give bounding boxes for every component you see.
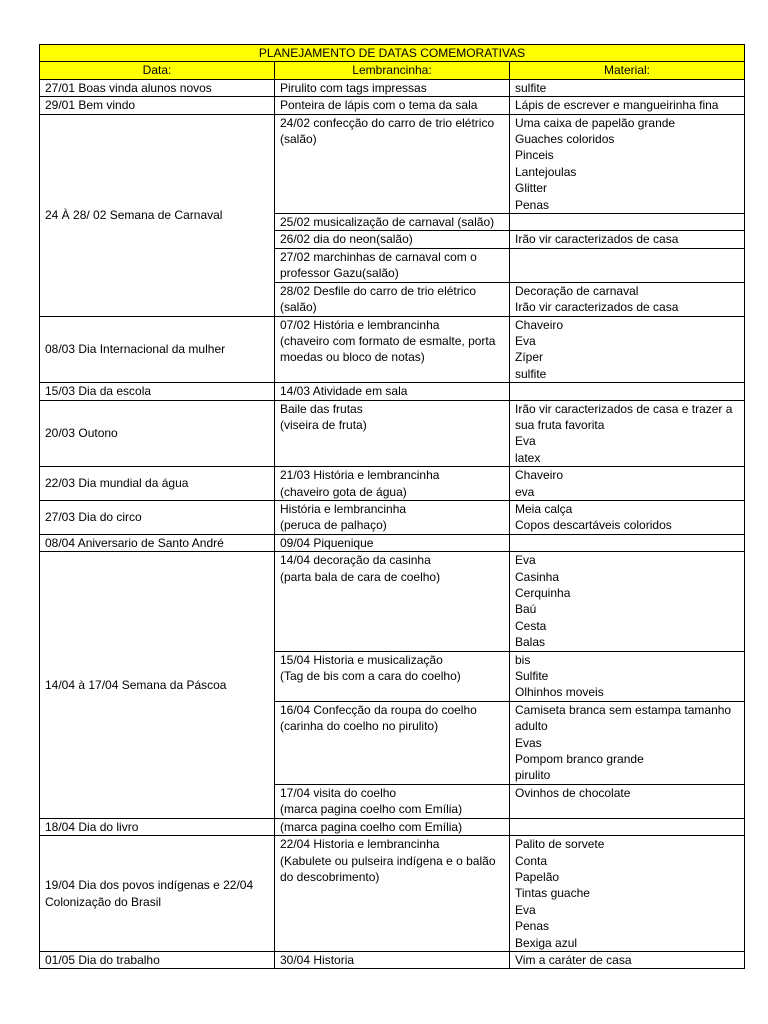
date-cell: 22/03 Dia mundial da água xyxy=(40,467,275,501)
material-cell xyxy=(510,818,745,835)
lembrancinha-cell: 24/02 confecção do carro de trio elétrico (salão) xyxy=(275,114,510,213)
lembrancinha-cell: 30/04 Historia xyxy=(275,951,510,968)
lembrancinha-cell: 07/02 História e lembrancinha (chaveiro com formato de esmalte, porta moedas ou bloco de notas) xyxy=(275,316,510,383)
material-cell: Chaveiro Eva Zíper sulfite xyxy=(510,316,745,383)
lembrancinha-cell: 26/02 dia do neon(salão) xyxy=(275,231,510,248)
date-cell: 08/04 Aniversario de Santo André xyxy=(40,534,275,551)
table-row xyxy=(40,383,745,400)
material-cell xyxy=(510,248,745,282)
lembrancinha-cell: Pirulito com tags impressas xyxy=(275,79,510,96)
table-title: PLANEJAMENTO DE DATAS COMEMORATIVAS xyxy=(40,45,745,62)
material-cell: Meia calça Copos descartáveis coloridos xyxy=(510,500,745,534)
date-cell: 01/05 Dia do trabalho xyxy=(40,951,275,968)
material-cell xyxy=(510,534,745,551)
lembrancinha-cell: 27/02 marchinhas de carnaval com o professor Gazu(salão) xyxy=(275,248,510,282)
date-cell: 24 À 28/ 02 Semana de Carnaval xyxy=(40,114,275,316)
date-cell: 20/03 Outono xyxy=(40,400,275,467)
date-cell: 19/04 Dia dos povos indígenas e 22/04 Colonização do Brasil xyxy=(40,836,275,952)
lembrancinha-cell: 25/02 musicalização de carnaval (salão) xyxy=(275,214,510,231)
table-row xyxy=(40,114,745,213)
material-cell: bis Sulfite Olhinhos moveis xyxy=(510,651,745,701)
lembrancinha-cell: 16/04 Confecção da roupa do coelho (carinha do coelho no pirulito) xyxy=(275,701,510,784)
lembrancinha-cell: Ponteira de lápis com o tema da sala xyxy=(275,97,510,114)
table-row xyxy=(40,97,745,114)
material-cell: Decoração de carnaval Irão vir caracterizados de casa xyxy=(510,282,745,316)
planning-table xyxy=(39,44,745,969)
table-row xyxy=(40,467,745,501)
column-header-lembrancinha: Lembrancinha: xyxy=(275,62,510,79)
material-cell: Camiseta branca sem estampa tamanho adulto Evas Pompom branco grande pirulito xyxy=(510,701,745,784)
material-cell: Eva Casinha Cerquinha Baú Cesta Balas xyxy=(510,552,745,651)
table-row xyxy=(40,316,745,383)
lembrancinha-cell: História e lembrancinha (peruca de palhaço) xyxy=(275,500,510,534)
title-row xyxy=(40,45,745,62)
column-header-material: Material: xyxy=(510,62,745,79)
date-cell: 27/01 Boas vinda alunos novos xyxy=(40,79,275,96)
date-cell: 08/03 Dia Internacional da mulher xyxy=(40,316,275,383)
lembrancinha-cell: 15/04 Historia e musicalização (Tag de bis com a cara do coelho) xyxy=(275,651,510,701)
lembrancinha-cell: Baile das frutas (viseira de fruta) xyxy=(275,400,510,467)
date-cell: 15/03 Dia da escola xyxy=(40,383,275,400)
table-row xyxy=(40,79,745,96)
table-row xyxy=(40,951,745,968)
material-cell: Ovinhos de chocolate xyxy=(510,784,745,818)
table-row xyxy=(40,500,745,534)
lembrancinha-cell: 28/02 Desfile do carro de trio elétrico (salão) xyxy=(275,282,510,316)
date-cell: 18/04 Dia do livro xyxy=(40,818,275,835)
date-cell: 29/01 Bem vindo xyxy=(40,97,275,114)
lembrancinha-cell: 14/03 Atividade em sala xyxy=(275,383,510,400)
lembrancinha-cell: 14/04 decoração da casinha (parta bala de cara de coelho) xyxy=(275,552,510,651)
table-row xyxy=(40,534,745,551)
table-row xyxy=(40,552,745,651)
material-cell: Lápis de escrever e mangueirinha fina xyxy=(510,97,745,114)
material-cell: Chaveiro eva xyxy=(510,467,745,501)
table-row xyxy=(40,400,745,467)
lembrancinha-cell: 09/04 Piquenique xyxy=(275,534,510,551)
date-cell: 14/04 à 17/04 Semana da Páscoa xyxy=(40,552,275,819)
material-cell: Palito de sorvete Conta Papelão Tintas guache Eva Penas Bexiga azul xyxy=(510,836,745,952)
lembrancinha-cell: (marca pagina coelho com Emília) xyxy=(275,818,510,835)
material-cell: Irão vir caracterizados de casa e trazer a sua fruta favorita Eva latex xyxy=(510,400,745,467)
material-cell: sulfite xyxy=(510,79,745,96)
column-header-date: Data: xyxy=(40,62,275,79)
lembrancinha-cell: 22/04 Historia e lembrancinha (Kabulete ou pulseira indígena e o balão do descobrimento) xyxy=(275,836,510,952)
lembrancinha-cell: 21/03 História e lembrancinha (chaveiro gota de água) xyxy=(275,467,510,501)
material-cell xyxy=(510,214,745,231)
lembrancinha-cell: 17/04 visita do coelho (marca pagina coelho com Emília) xyxy=(275,784,510,818)
table-row xyxy=(40,836,745,952)
material-cell xyxy=(510,383,745,400)
header-row xyxy=(40,62,745,79)
material-cell: Irão vir caracterizados de casa xyxy=(510,231,745,248)
table-row xyxy=(40,818,745,835)
material-cell: Uma caixa de papelão grande Guaches coloridos Pinceis Lantejoulas Glitter Penas xyxy=(510,114,745,213)
date-cell: 27/03 Dia do circo xyxy=(40,500,275,534)
material-cell: Vim a caráter de casa xyxy=(510,951,745,968)
